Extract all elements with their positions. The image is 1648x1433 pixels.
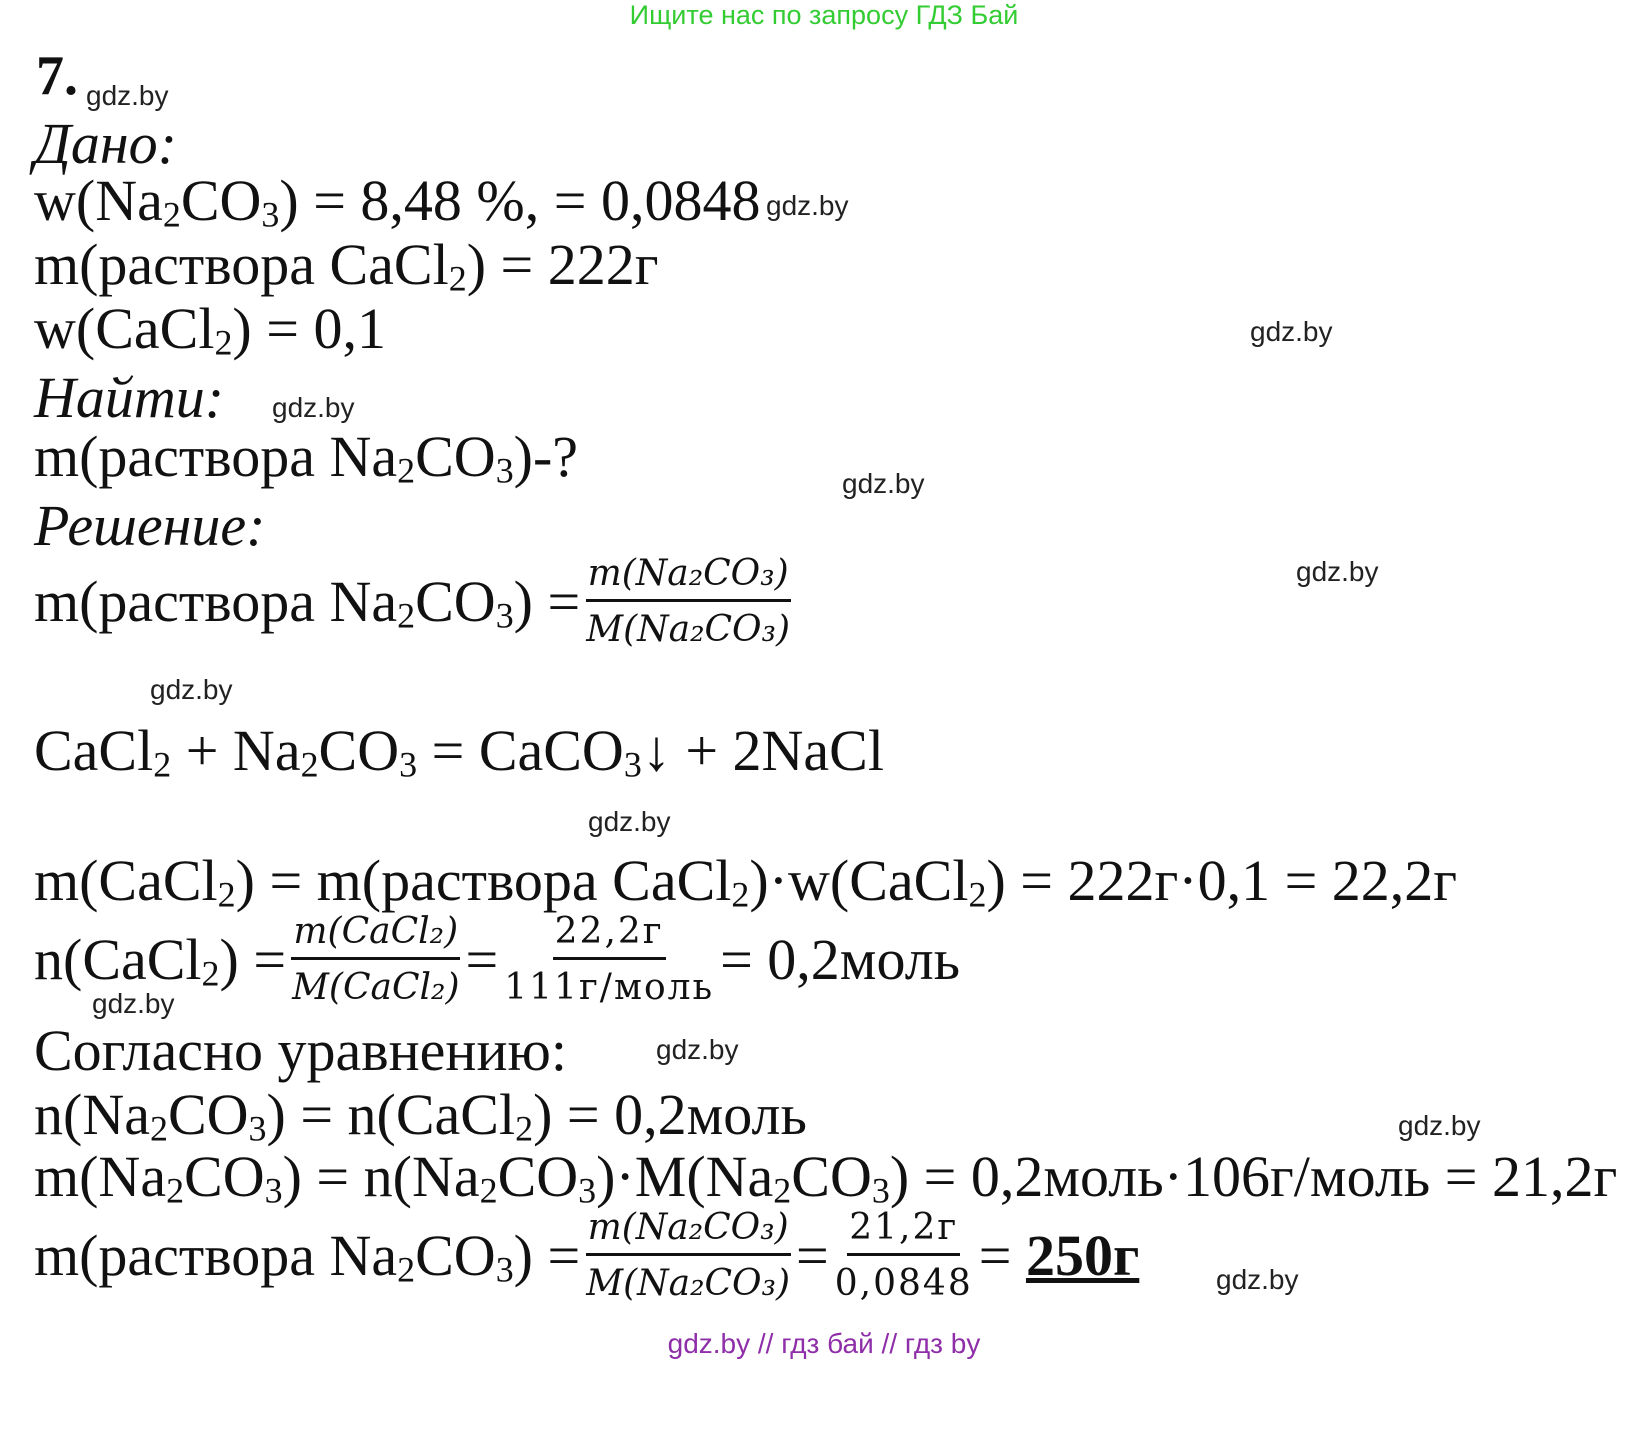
watermark: gdz.by [92,988,175,1019]
formula-mass-solution: m(раствора $Na_2CO_3$) = $\frac{\text{m(Na₂CO₃)}}{\text{M(Na₂CO₃)}}$ [34,553,791,651]
watermark: gdz.by [842,468,925,499]
final-answer: 250г [1025,1222,1140,1288]
task-number: 7. [36,45,78,107]
fraction: $\frac{\text{m(Na₂CO₃)}}{\text{M(Na₂CO₃)}}$ [586,553,791,651]
given-label: Дано: [34,111,177,176]
find-target: m(раствора $Na_2CO_3)-$? [34,424,579,491]
fraction: $\frac{\text{m(CaCl₂)}}{\text{M(CaCl₂)}}$ [292,911,460,1009]
watermark: gdz.by [86,80,169,111]
fraction: $\frac{\text{m(Na₂CO₃)}}{\text{M(Na₂CO₃)}}$ [586,1207,791,1305]
footer-links[interactable]: gdz.by // гдз бай // гдз by [667,1328,981,1359]
calc-moles-na2co3: $n(Na_2CO_3)$ = n(CaCl$_2$) = 0,2моль [34,1082,807,1149]
watermark: gdz.by [1398,1110,1481,1141]
watermark: gdz.by [150,674,233,705]
calc-mass-na2co3: $m(Na_2CO_3) = n(Na_2CO_3)\cdot M(Na_2CO_3)$ = 0,2моль·106г/моль = 21,2г [34,1144,1618,1211]
given-w-cacl2: w(CaCl$_2$) = 0,1 [34,296,386,363]
fraction: $\frac{22,2г}{\text{111г/моль}}$ [504,911,715,1009]
watermark: gdz.by [1250,316,1333,347]
watermark: gdz.by [1296,556,1379,587]
calc-mass-cacl2: m(CaCl$_2$) = m(раствора CaCl$_2$)·w(CaCl$_2$) = 222г·0,1 = 22,2г [34,848,1458,915]
final-calculation: m(раствора $Na_2CO_3$) = $\frac{\text{m(Na₂CO₃)}}{\text{M(Na₂CO₃)}}$ = $\frac{21,2г}{0,0848}$ = 250г [34,1207,1140,1305]
top-banner[interactable]: Ищите нас по запросу ГДЗ Бай [629,0,1019,30]
fraction: $\frac{21,2г}{0,0848}$ [834,1207,973,1305]
solution-label: Решение: [34,493,266,558]
watermark: gdz.by [656,1034,739,1065]
calc-moles-cacl2: n(CaCl$_2$) = $\frac{\text{m(CaCl₂)}}{\text{M(CaCl₂)}}$ = $\frac{22,2г}{\text{111г/моль}}$ = 0,2моль [34,911,961,1009]
watermark: gdz.by [1216,1264,1299,1295]
watermark: gdz.by [588,806,671,837]
watermark: gdz.by [766,190,849,221]
according-label: Согласно уравнению: [34,1018,567,1083]
given-w-na2co3: $w(Na_2CO_3) = 8,48$ %, = 0,0848 [34,168,761,235]
find-label: Найти: [34,365,225,430]
watermark: gdz.by [272,392,355,423]
reaction-equation: CaCl$_2$ + $Na_2CO_3$ = CaCO$_3$↓ + 2NaCl [34,718,884,785]
given-m-solution-cacl2: m(раствора CaCl$_2$) = 222г [34,232,659,299]
